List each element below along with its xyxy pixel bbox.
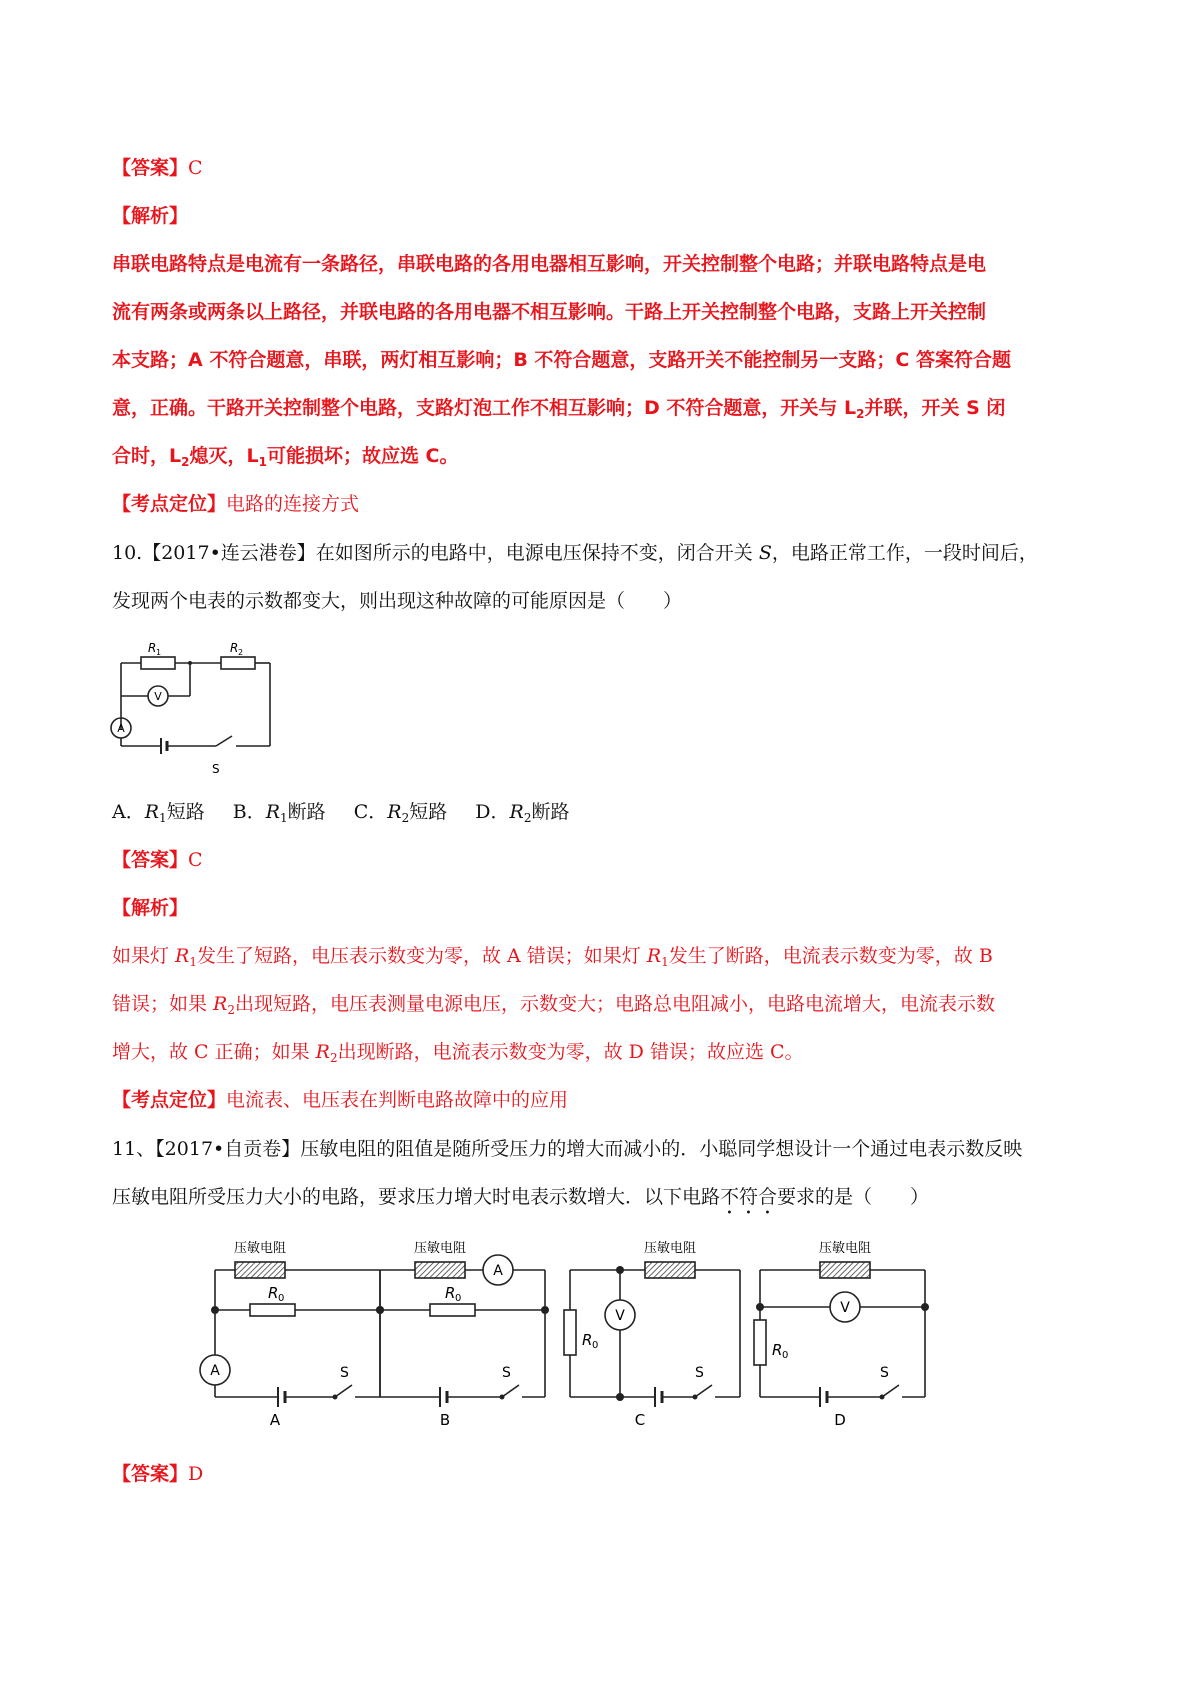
point-label: 【考点定位】 xyxy=(112,493,227,515)
q9-analysis-line-1: 串联电路特点是电流有一条路径，串联电路的各用电器相互影响，开关控制整个电路；并联电路特点是电 xyxy=(112,253,987,275)
q10-analysis-line-3: 增大，故 C 正确；如果 $R_2$出现断路，电流表示数变为零，故 D 错误；故应选 C。 xyxy=(112,1041,804,1065)
svg-text:V: V xyxy=(840,1300,850,1316)
q10-answer: 【答案】C xyxy=(112,849,203,871)
circuit-d xyxy=(754,1262,925,1407)
option-d: D．$R_2$断路 xyxy=(475,801,570,825)
q10-analysis-label: 【解析】 xyxy=(112,897,189,919)
point-value: 电路的连接方式 xyxy=(226,493,360,515)
option-c: C．$R_2$短路 xyxy=(353,801,448,825)
circuit-a xyxy=(200,1262,380,1407)
q10-stem-line-2: 发现两个电表的示数都变大，则出现这种故障的可能原因是（ ） xyxy=(112,590,683,612)
svg-text:A: A xyxy=(117,722,125,735)
svg-text:1: 1 xyxy=(156,648,162,657)
q11-stem-line-2: 压敏电阻所受压力大小的电路，要求压力增大时电表示数增大．以下电路不符合要求的是（ ） xyxy=(112,1186,930,1208)
svg-text:B: B xyxy=(439,1411,451,1425)
q11-answer: 【答案】D xyxy=(112,1463,204,1485)
q9-analysis-label: 【解析】 xyxy=(112,205,189,227)
svg-text:S: S xyxy=(212,762,220,776)
svg-text:V: V xyxy=(615,1308,625,1324)
q9-analysis-line-5: 合时，$L_2$熄灭，$L_1$可能损坏；故应选 C。 xyxy=(112,445,459,469)
svg-text:A: A xyxy=(269,1411,281,1425)
q9-analysis-line-4: 意，正确。干路开关控制整个电路，支路灯泡工作不相互影响；D 不符合题意，开关与 $L_2$并联，开关 S 闭 xyxy=(112,397,1006,421)
svg-text:A: A xyxy=(493,1263,503,1279)
svg-text:A: A xyxy=(210,1363,220,1379)
q9-analysis-line-3: 本支路；A 不符合题意，串联，两灯相互影响；B 不符合题意，支路开关不能控制另一支路；C 答案符合题 xyxy=(112,349,1011,371)
svg-text:压敏电阻: 压敏电阻 xyxy=(643,1241,697,1256)
svg-text:V: V xyxy=(154,690,162,703)
svg-text:S: S xyxy=(880,1365,889,1381)
svg-text:R: R xyxy=(582,1331,593,1349)
q10-circuit-figure xyxy=(108,630,288,780)
pressure-sensor-resistor xyxy=(235,1262,285,1278)
q10-point: 【考点定位】电流表、电压表在判断电路故障中的应用 xyxy=(112,1089,569,1111)
answer-label: 【答案】 xyxy=(112,157,189,179)
option-b: B．$R_1$断路 xyxy=(232,801,326,825)
q11-stem-line-1: 11、【2017•自贡卷】压敏电阻的阻值是随所受压力的增大而减小的．小聪同学想设计一个通过电表示数反映 xyxy=(112,1138,1023,1160)
svg-text:0: 0 xyxy=(278,1293,285,1304)
svg-text:2: 2 xyxy=(238,648,244,657)
svg-text:R: R xyxy=(148,641,157,655)
r0-resistor xyxy=(250,1304,295,1316)
svg-text:S: S xyxy=(502,1365,511,1381)
svg-text:0: 0 xyxy=(592,1340,599,1351)
q9-analysis-line-2: 流有两条或两条以上路径，并联电路的各用电器不相互影响。干路上开关控制整个电路，支路上开关控制 xyxy=(112,301,987,323)
svg-text:S: S xyxy=(695,1365,704,1381)
svg-text:R: R xyxy=(445,1284,456,1302)
q10-options xyxy=(112,800,570,830)
svg-text:0: 0 xyxy=(455,1293,462,1304)
r1-resistor xyxy=(141,657,175,669)
circuit-b xyxy=(380,1255,545,1407)
svg-text:R: R xyxy=(268,1284,279,1302)
q10-stem-line-1: 10.【2017•连云港卷】在如图所示的电路中，电源电压保持不变，闭合开关 S，电路正常工作，一段时间后， xyxy=(112,542,1038,564)
answer-value: C xyxy=(188,157,203,179)
svg-text:0: 0 xyxy=(782,1350,789,1361)
svg-text:压敏电阻: 压敏电阻 xyxy=(413,1241,467,1256)
svg-text:S: S xyxy=(340,1365,349,1381)
svg-text:C: C xyxy=(634,1411,646,1425)
svg-text:R: R xyxy=(772,1341,783,1359)
switch-lever xyxy=(216,736,232,746)
svg-text:压敏电阻: 压敏电阻 xyxy=(818,1241,872,1256)
q10-analysis-line-2: 错误；如果 $R_2$出现短路，电压表测量电源电压，示数变大；电路总电阻减小，电路电流增大，电流表示数 xyxy=(112,993,996,1017)
q11-circuits-figure xyxy=(190,1225,1030,1425)
q9-point xyxy=(112,492,359,516)
svg-text:压敏电阻: 压敏电阻 xyxy=(233,1241,287,1256)
svg-text:R: R xyxy=(230,641,239,655)
option-a: A．$R_1$短路 xyxy=(112,801,205,825)
q10-analysis-line-1: 如果灯 $R_1$发生了短路，电压表示数变为零，故 A 错误；如果灯 $R_1$发生了断路，电流表示数变为零，故 B xyxy=(112,945,993,969)
r2-resistor xyxy=(221,657,255,669)
svg-text:D: D xyxy=(834,1411,846,1425)
q9-answer xyxy=(112,156,203,180)
